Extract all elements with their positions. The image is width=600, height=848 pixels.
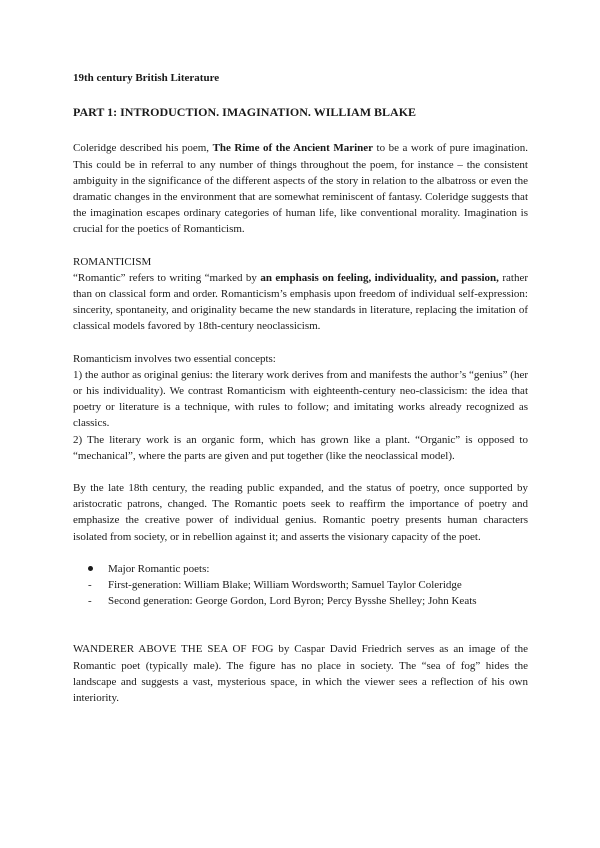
part-title: PART 1: INTRODUCTION. IMAGINATION. WILLIAM BLAKE <box>73 105 417 120</box>
concept-one: 1) the author as original genius: the literary work derives from and manifests the author’s “genius” (her or his individuality). We contrast Romanticism with eighteenth-century neo-classicism: the idea that poetry or literature is a technique, with rules to follow; and imitating works already recognized as classics. <box>73 368 528 430</box>
romanticism-emphasis: an emphasis on feeling, individuality, and passion, <box>260 271 499 284</box>
romanticism-text-start: “Romantic” refers to writing “marked by <box>73 271 261 284</box>
document-body <box>73 70 528 706</box>
poets-first-generation: - First-generation: William Blake; William Wordsworth; Samuel Taylor Coleridge <box>73 577 528 593</box>
romanticism-text-rest: rather than on classical form and order. Romanticism’s emphasis upon freedom of individual self-expression: sincerity, spontaneity, and originality became the new standards in literature, replacing the imitation of classical models favored by 18th-century neoclassicism. <box>73 271 529 333</box>
poem-title: The Rime of the Ancient Mariner <box>212 142 374 155</box>
bullet-icon <box>88 566 93 571</box>
intro-text-rest: to be a work of pure imagination. This could be in referral to any number of things throughout the poem, for instance – the consistent ambiguity in the significance of the different aspects of the story in relation to the albatross or even the dramatic changes in the environment that are somewhat reminiscent of fantasy. Coleridge suggests that the imagination escapes ordinary categories of human life, like conventional morality. Imagination is crucial for the poetics of Romanticism. <box>73 142 528 236</box>
concepts-intro: Romanticism involves two essential concepts: <box>73 352 276 365</box>
intro-text-start: Coleridge described his poem, <box>73 142 213 155</box>
dash-marker: - <box>88 579 92 592</box>
romanticism-paragraph <box>73 270 528 335</box>
concept-two: 2) The literary work is an organic form, which has grown like a plant. “Organic” is opposed to “mechanical”, where the parts are given and put together (like the neoclassical model). <box>73 433 528 462</box>
romanticism-heading: ROMANTICISM <box>73 255 152 268</box>
dash-marker: - <box>88 595 92 608</box>
wanderer-paragraph: WANDERER ABOVE THE SEA OF FOG by Caspar David Friedrich serves as an image of the Romantic poet (typically male). The figure has no place in society. The “sea of fog” hides the landscape and suggests a vast, mysterious space, in which the viewer sees a reflection of his own interiority. <box>73 643 528 705</box>
course-title: 19th century British Literature <box>73 72 220 84</box>
intro-paragraph <box>73 140 528 237</box>
late-18th-paragraph: By the late 18th century, the reading public expanded, and the status of poetry, once supported by aristocratic patrons, changed. The Romantic poets seek to reaffirm the importance of poetry and emphasize the creative power of individual genius. Romantic poetry presents human characters isolated from society, or in rebellion against it; and asserts the visionary capacity of the poet. <box>73 482 528 543</box>
poets-second-generation: - Second generation: George Gordon, Lord Byron; Percy Bysshe Shelley; John Keats <box>73 593 528 609</box>
poets-list <box>73 561 528 610</box>
poets-list-heading: Major Romantic poets: <box>73 561 528 577</box>
